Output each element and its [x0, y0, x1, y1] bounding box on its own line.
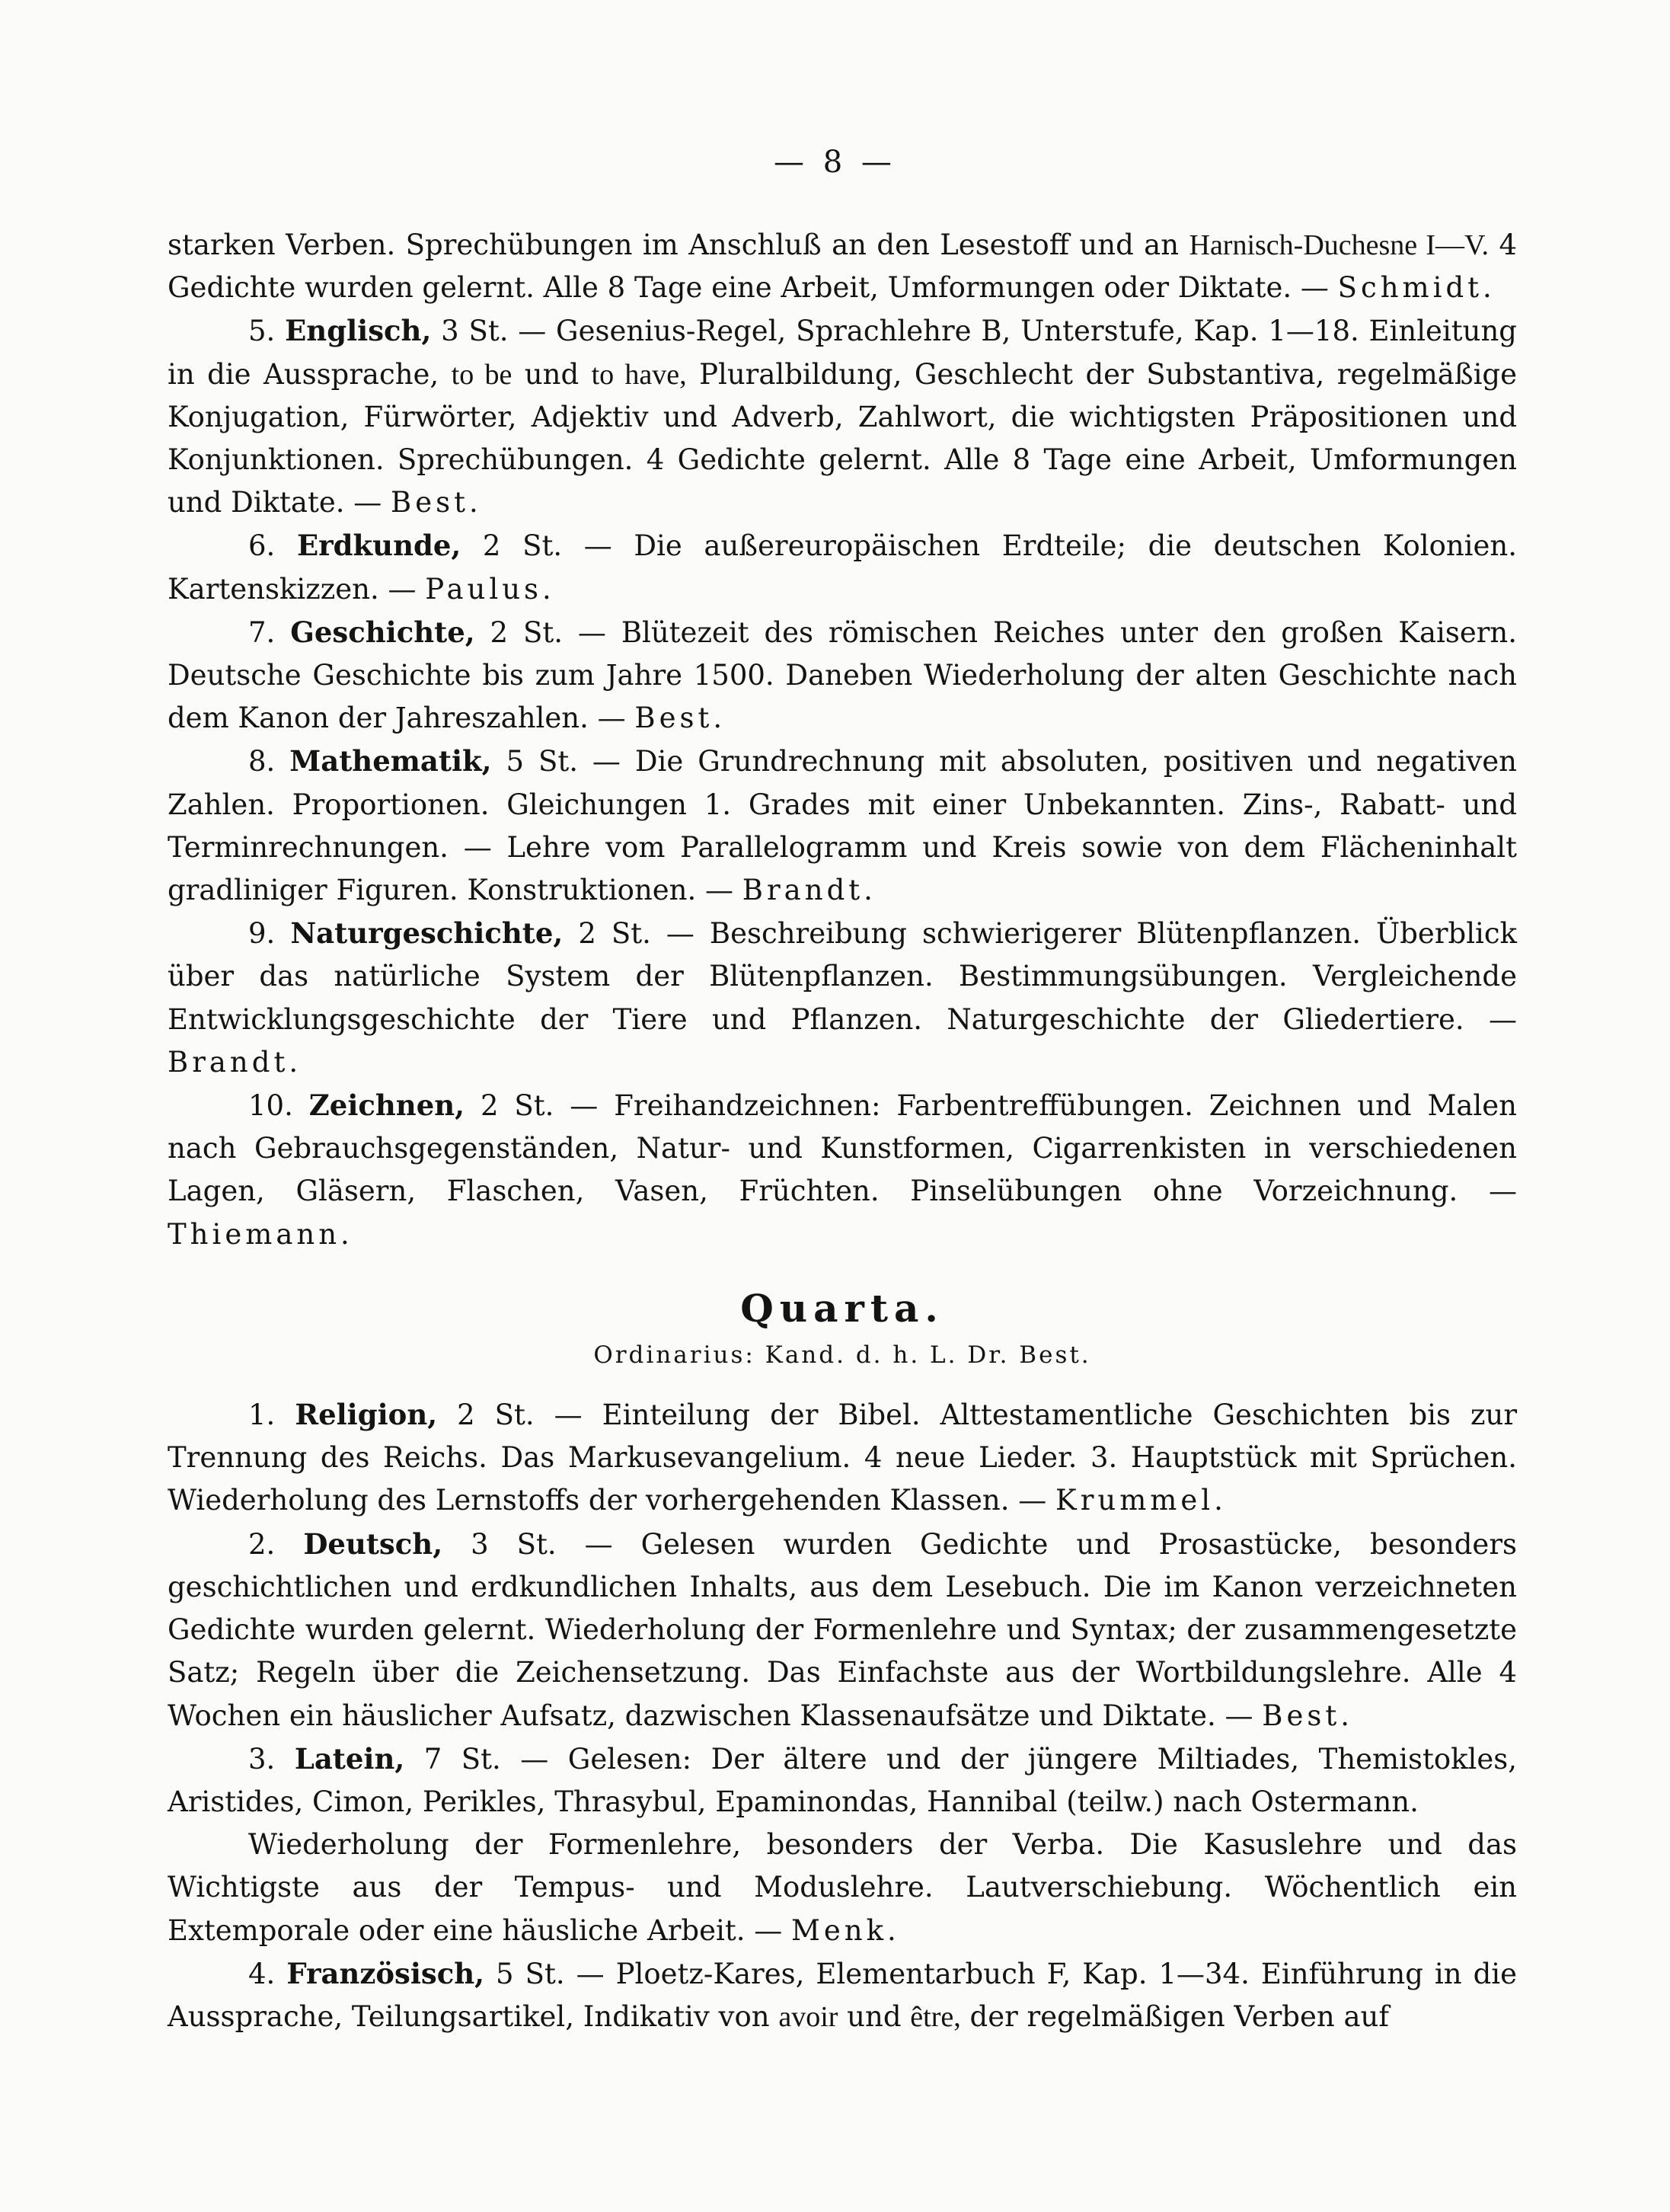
class-heading: Quarta.: [740, 1285, 944, 1331]
section-franzoesisch: [168, 1952, 1517, 2038]
text-run: der regelmäßigen Verben auf: [960, 1999, 1390, 2033]
subject-name: Deutsch,: [303, 1526, 443, 1561]
text-run: 5 St. — Ploetz-Kares, Elementarbuch F, Kap. 1—34. Einführung in die Aussprache, Teilungsartikel, Indikativ von: [168, 1957, 1517, 2033]
text-run: Wiederholung der Formenlehre, besonders der Verba. Die Kasuslehre und das Wichtigste aus der Tempus- und Moduslehre. Lautverschiebung. Wöchentlich ein Extemporale oder eine häusliche Arbeit. —: [168, 1828, 1517, 1947]
body-text: [168, 224, 1517, 2038]
subject-name: Englisch,: [285, 314, 432, 348]
section-zeichnen: [168, 1084, 1517, 1256]
section-erdkunde: [168, 524, 1517, 610]
section-number: 3.: [248, 1742, 276, 1776]
subject-name: Erdkunde,: [296, 529, 461, 563]
teacher-name: Paulus.: [425, 572, 555, 606]
text-run: 2 St. — Einteilung der Bibel. Alttestamentliche Geschichten bis zur Trennung des Reichs. Das Markusevangelium. 4 neue Lieder. 3. Hauptstück mit Sprüchen. Wiederholung des Lernstoffs der vorhergehenden Klassen. —: [168, 1398, 1518, 1517]
text-run: 7 St. — Gelesen: Der ältere und der jüngere Miltiades, Themistokles, Aristides, Cimon, Perikles, Thrasybul, Epaminondas, Hannibal (teilw.) nach Ostermann.: [168, 1742, 1517, 1818]
latin-text: to have,: [591, 358, 687, 391]
subject-name: Französisch,: [286, 1956, 485, 1990]
text-run: 2 St. — Beschreibung schwierigerer Blütenpflanzen. Überblick über das natürliche System der Blütenpflanzen. Bestimmungsübungen. Vergleichende Entwicklungsgeschichte der Tiere und Pflanzen. Naturgeschichte der Gliedertiere. —: [168, 917, 1518, 1036]
text-run: und: [512, 357, 592, 391]
section-latein: [168, 1737, 1517, 1824]
text-run: und: [838, 1999, 911, 2033]
teacher-name: Best.: [1262, 1699, 1353, 1732]
subject-name: Naturgeschichte,: [290, 916, 564, 951]
teacher-name: Schmidt.: [1337, 271, 1496, 305]
subject-name: Mathematik,: [289, 744, 492, 778]
section-naturgeschichte: [168, 912, 1517, 1084]
teacher-name: Menk.: [791, 1913, 900, 1947]
section-mathematik: [168, 740, 1517, 912]
section-englisch: [168, 309, 1517, 524]
section-number: 8.: [248, 745, 276, 778]
page-number: — 8 —: [774, 145, 896, 180]
subject-name: Religion,: [295, 1398, 438, 1432]
subject-name: Latein,: [294, 1741, 405, 1776]
section-deutsch: [168, 1523, 1517, 1737]
text-run: Pluralbildung, Geschlecht der Substantiva, regelmäßige Konjugation, Fürwörter, Adjektiv und Adverb, Zahlwort, die wichtigsten Präpositionen und Konjunktionen. Sprechübungen. 4 Gedichte gelernt. Alle 8 Tage eine Arbeit, Umformungen und Diktate. —: [168, 357, 1517, 519]
teacher-name: Best.: [391, 486, 482, 519]
latin-text: être,: [910, 2000, 961, 2033]
section-number: 4.: [248, 1957, 276, 1990]
text-run: 5 St. — Die Grundrechnung mit absoluten, positiven und negativen Zahlen. Proportionen. Gleichungen 1. Grades mit einer Unbekannten. Zins-, Rabatt- und Terminrechnungen. — Lehre vom Parallelogramm und Kreis sowie von dem Flächeninhalt gradliniger Figuren. Konstruktionen. —: [168, 745, 1518, 907]
section-number: 5.: [248, 315, 276, 348]
paragraph-continued: [168, 224, 1517, 309]
latin-text: avoir: [778, 2000, 838, 2033]
text-run: 2 St. — Freihandzeichnen: Farbentreffübungen. Zeichnen und Malen nach Gebrauchsgegenständen, Natur- und Kunstformen, Cigarrenkisten in verschiedenen Lagen, Gläsern, Flaschen, Vasen, Früchten. Pinselübungen ohne Vorzeichnung. —: [168, 1089, 1517, 1208]
section-number: 10.: [248, 1089, 293, 1123]
subject-name: Zeichnen,: [308, 1088, 465, 1123]
section-number: 9.: [248, 917, 276, 951]
section-number: 7.: [248, 615, 276, 649]
section-religion: [168, 1393, 1517, 1523]
section-number: 2.: [248, 1527, 276, 1561]
latin-text: to be: [451, 358, 512, 391]
text-run: 2 St. — Die außereuropäischen Erdteile; die deutschen Kolonien. Kartenskizzen. —: [168, 529, 1518, 606]
teacher-name: Krummel.: [1055, 1484, 1227, 1517]
text-run: starken Verben. Sprechübungen im Anschluß an den Lesestoff und an: [168, 229, 1189, 261]
subject-name: Geschichte,: [290, 615, 475, 649]
teacher-name: Brandt.: [168, 1045, 302, 1079]
teacher-name: Best.: [634, 702, 726, 735]
text-run: 2 St. — Blütezeit des römischen Reiches unter den großen Kaisern. Deutsche Geschichte bis zum Jahre 1500. Daneben Wiederholung der alten Geschichte nach dem Kanon der Jahreszahlen. —: [168, 615, 1517, 735]
section-number: 1.: [248, 1398, 276, 1432]
book-title: Harnisch-Duchesne I—V.: [1189, 229, 1490, 261]
teacher-name: Thiemann.: [168, 1217, 353, 1251]
section-latein-continued: [168, 1824, 1517, 1952]
section-number: 6.: [248, 529, 276, 563]
section-geschichte: [168, 611, 1517, 740]
text-run: 3 St. — Gelesen wurden Gedichte und Prosastücke, besonders geschichtlichen und erdkundlichen Inhalts, aus dem Lesebuch. Die im Kanon verzeichneten Gedichte wurden gelernt. Wiederholung der Formenlehre und Syntax; der zusammengesetzte Satz; Regeln über die Zeichensetzung. Das Einfachste aus der Wortbildungslehre. Alle 4 Wochen ein häuslicher Aufsatz, dazwischen Klassenaufsätze und Diktate. —: [168, 1527, 1517, 1732]
text-run: 3 St. — Gesenius-Regel, Sprachlehre B, Unterstufe, Kap. 1—18. Einleitung in die Aussprache,: [168, 315, 1517, 391]
teacher-name: Brandt.: [742, 874, 877, 907]
class-ordinarius: Ordinarius: Kand. d. h. L. Dr. Best.: [593, 1341, 1091, 1369]
text-run: 4 Gedichte wurden gelernt. Alle 8 Tage eine Arbeit, Umformungen oder Diktate. —: [168, 229, 1518, 305]
